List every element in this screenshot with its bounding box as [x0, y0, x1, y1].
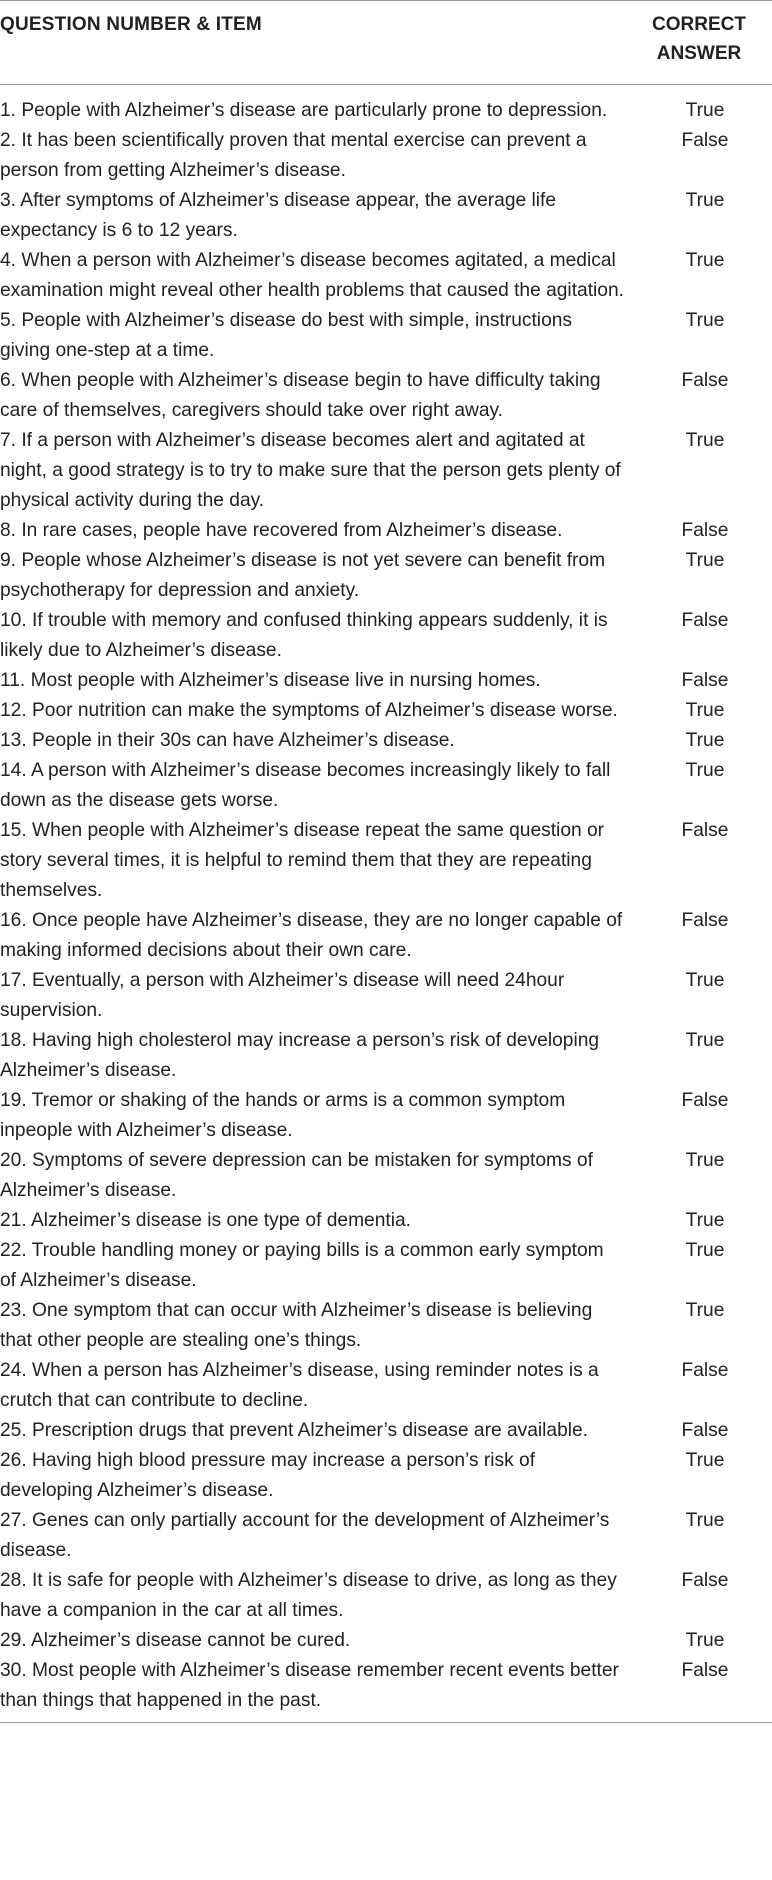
question-cell: 4. When a person with Alzheimer’s disease becomes agitated, a medical examination might reveal other health problems that caused the agitation. [0, 250, 624, 301]
table-row [0, 96, 772, 126]
question-cell: 24. When a person has Alzheimer’s disease, using reminder notes is a crutch that can contribute to decline. [0, 1360, 599, 1411]
question-cell: 17. Eventually, a person with Alzheimer’s disease will need 24hour supervision. [0, 970, 565, 1021]
question-cell: 19. Tremor or shaking of the hands or arms is a common symptom inpeople with Alzheimer’s disease. [0, 1090, 566, 1141]
answer-cell: True [685, 1450, 725, 1471]
answer-cell: False [681, 610, 729, 631]
answer-cell: False [681, 670, 729, 691]
table-row [0, 1416, 772, 1446]
answer-cell: False [681, 1420, 729, 1441]
answer-cell: False [681, 130, 729, 151]
table-row [0, 546, 772, 606]
answer-cell: False [681, 1360, 729, 1381]
question-cell: 15. When people with Alzheimer’s disease repeat the same question or story several times, it is helpful to remind them that they are repeating themselves. [0, 820, 605, 901]
question-cell: 28. It is safe for people with Alzheimer’s disease to drive, as long as they have a companion in the car at all times. [0, 1570, 617, 1621]
question-cell: 1. People with Alzheimer’s disease are particularly prone to depression. [0, 100, 608, 121]
question-cell: 22. Trouble handling money or paying bills is a common early symptom of Alzheimer’s disease. [0, 1240, 604, 1291]
table-row [0, 696, 772, 726]
table-bottom-rule [0, 1722, 772, 1723]
question-cell: 14. A person with Alzheimer’s disease becomes increasingly likely to fall down as the disease gets worse. [0, 760, 611, 811]
answer-cell: True [685, 1630, 725, 1651]
answer-cell: True [685, 430, 725, 451]
answer-cell: True [685, 310, 725, 331]
answer-cell: False [681, 1570, 729, 1591]
table-row [0, 306, 772, 366]
answer-cell: True [685, 250, 725, 271]
table-row [0, 966, 772, 1026]
question-cell: 8. In rare cases, people have recovered from Alzheimer’s disease. [0, 520, 563, 541]
answer-cell: True [685, 550, 725, 571]
table-row [0, 1626, 772, 1656]
table-row [0, 906, 772, 966]
table-row [0, 1446, 772, 1506]
answer-header-line2: ANSWER [656, 43, 742, 64]
question-cell: 23. One symptom that can occur with Alzheimer’s disease is believing that other people are stealing one’s things. [0, 1300, 593, 1351]
question-cell: 5. People with Alzheimer’s disease do best with simple, instructions giving one-step at a time. [0, 310, 572, 361]
question-cell: 20. Symptoms of severe depression can be mistaken for symptoms of Alzheimer’s disease. [0, 1150, 593, 1201]
table-body [0, 85, 772, 1716]
table-row [0, 366, 772, 426]
table-row [0, 1566, 772, 1626]
table-row [0, 1356, 772, 1416]
question-cell: 12. Poor nutrition can make the symptoms of Alzheimer’s disease worse. [0, 700, 618, 721]
table-row [0, 606, 772, 666]
table-row [0, 516, 772, 546]
table-row [0, 666, 772, 696]
answer-header-line1: CORRECT [652, 14, 746, 35]
answer-cell: True [685, 970, 725, 991]
question-cell: 9. People whose Alzheimer’s disease is not yet severe can benefit from psychotherapy for depression and anxiety. [0, 550, 606, 601]
table-row [0, 246, 772, 306]
answer-cell: False [681, 370, 729, 391]
table-row [0, 726, 772, 756]
table-row [0, 1026, 772, 1086]
answer-cell: False [681, 820, 729, 841]
question-cell: 16. Once people have Alzheimer’s disease, they are no longer capable of making informed decisions about their own care. [0, 910, 623, 961]
answer-cell: True [685, 1210, 725, 1231]
table-row [0, 816, 772, 906]
answer-cell: True [685, 760, 725, 781]
table-row [0, 186, 772, 246]
answer-cell: False [681, 520, 729, 541]
table-row [0, 1656, 772, 1716]
table-row [0, 756, 772, 816]
table-row [0, 1296, 772, 1356]
question-cell: 6. When people with Alzheimer’s disease begin to have difficulty taking care of themselves, caregivers should take over right away. [0, 370, 601, 421]
answer-cell: False [681, 910, 729, 931]
question-cell: 13. People in their 30s can have Alzheimer’s disease. [0, 730, 455, 751]
answer-cell: False [681, 1090, 729, 1111]
table-header [0, 1, 772, 85]
question-cell: 18. Having high cholesterol may increase a person’s risk of developing Alzheimer’s disease. [0, 1030, 600, 1081]
table-row [0, 126, 772, 186]
answer-column-header [630, 0, 772, 84]
question-cell: 2. It has been scientifically proven that mental exercise can prevent a person from getting Alzheimer’s disease. [0, 130, 587, 181]
answer-cell: True [685, 1300, 725, 1321]
answer-cell: True [685, 700, 725, 721]
answer-cell: False [681, 1660, 729, 1681]
answer-cell: True [685, 100, 725, 121]
question-cell: 21. Alzheimer’s disease is one type of dementia. [0, 1210, 411, 1231]
question-cell: 30. Most people with Alzheimer’s disease remember recent events better than things that happened in the past. [0, 1660, 619, 1711]
answer-cell: True [685, 1030, 725, 1051]
question-cell: 27. Genes can only partially account for the development of Alzheimer’s disease. [0, 1510, 610, 1561]
answer-cell: True [685, 190, 725, 211]
question-cell: 29. Alzheimer’s disease cannot be cured. [0, 1630, 351, 1651]
question-column-header: QUESTION NUMBER & ITEM [0, 14, 262, 35]
table-row [0, 426, 772, 516]
question-cell: 3. After symptoms of Alzheimer’s disease appear, the average life expectancy is 6 to 12 years. [0, 190, 557, 241]
table-row [0, 1086, 772, 1146]
question-cell: 11. Most people with Alzheimer’s disease live in nursing homes. [0, 670, 541, 691]
answer-cell: True [685, 1150, 725, 1171]
answer-cell: True [685, 1510, 725, 1531]
question-cell: 10. If trouble with memory and confused thinking appears suddenly, it is likely due to Alzheimer’s disease. [0, 610, 608, 661]
answer-cell: True [685, 730, 725, 751]
question-cell: 26. Having high blood pressure may increase a person’s risk of developing Alzheimer’s disease. [0, 1450, 536, 1501]
table-row [0, 1146, 772, 1206]
question-cell: 7. If a person with Alzheimer’s disease becomes alert and agitated at night, a good strategy is to try to make sure that the person gets plenty of physical activity during the day. [0, 430, 621, 511]
table-row [0, 1506, 772, 1566]
question-cell: 25. Prescription drugs that prevent Alzheimer’s disease are available. [0, 1420, 589, 1441]
table-row [0, 1236, 772, 1296]
answer-cell: True [685, 1240, 725, 1261]
table-row [0, 1206, 772, 1236]
